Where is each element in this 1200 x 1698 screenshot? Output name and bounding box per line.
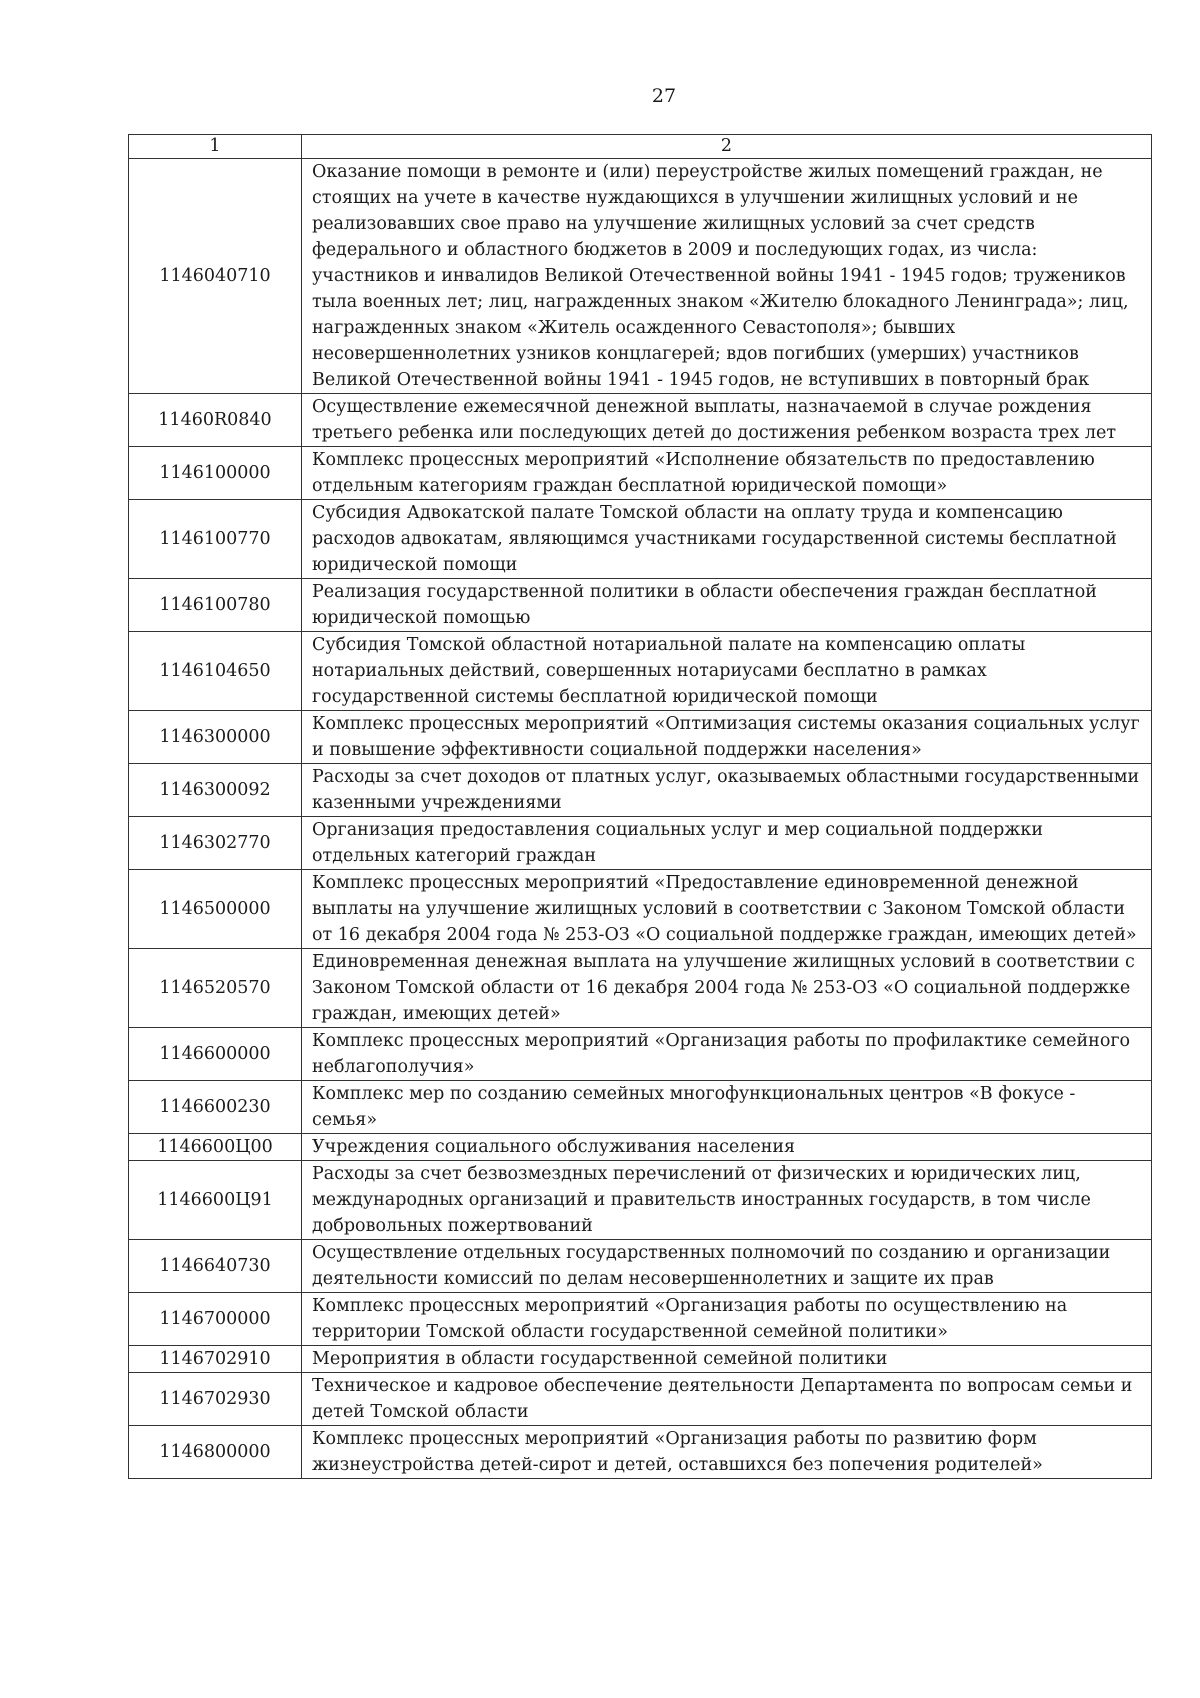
table-body: [129, 159, 1152, 1479]
table-row: [129, 1373, 1152, 1426]
row-code: 1146702910: [129, 1346, 302, 1373]
row-description: Комплекс процессных мероприятий «Предоставление единовременной денежной выплаты на улучшение жилищных условий в соответствии с Законом Томской области от 16 декабря 2004 года № 253-ОЗ «О социальной поддержке граждан, имеющих детей»: [302, 870, 1152, 949]
table-row: [129, 579, 1152, 632]
row-code: 1146600230: [129, 1081, 302, 1134]
row-description: Комплекс процессных мероприятий «Оптимизация системы оказания социальных услуг и повышение эффективности социальной поддержки населения»: [302, 711, 1152, 764]
row-code: 1146300000: [129, 711, 302, 764]
row-code: 1146600Ц91: [129, 1161, 302, 1240]
row-description: Комплекс процессных мероприятий «Исполнение обязательств по предоставлению отдельным категориям граждан бесплатной юридической помощи»: [302, 447, 1152, 500]
row-code: 1146702930: [129, 1373, 302, 1426]
row-code: 1146302770: [129, 817, 302, 870]
row-code: 1146800000: [129, 1426, 302, 1479]
table-row: [129, 870, 1152, 949]
table-row: [129, 447, 1152, 500]
row-description: Комплекс процессных мероприятий «Организация работы по осуществлению на территории Томской области государственной семейной политики»: [302, 1293, 1152, 1346]
table-row: [129, 1293, 1152, 1346]
row-code: 1146600000: [129, 1028, 302, 1081]
row-description: Организация предоставления социальных услуг и мер социальной поддержки отдельных категорий граждан: [302, 817, 1152, 870]
row-description: Осуществление отдельных государственных полномочий по созданию и организации деятельности комиссий по делам несовершеннолетних и защите их прав: [302, 1240, 1152, 1293]
row-description: Техническое и кадровое обеспечение деятельности Департамента по вопросам семьи и детей Томской области: [302, 1373, 1152, 1426]
table-row: [129, 764, 1152, 817]
column-header-1: 1: [129, 135, 302, 159]
row-code: 1146104650: [129, 632, 302, 711]
table-row: [129, 1161, 1152, 1240]
table-row: [129, 1081, 1152, 1134]
row-description: Мероприятия в области государственной семейной политики: [302, 1346, 1152, 1373]
row-code: 1146300092: [129, 764, 302, 817]
row-description: Комплекс процессных мероприятий «Организация работы по развитию форм жизнеустройства детей-сирот и детей, оставшихся без попечения родителей»: [302, 1426, 1152, 1479]
row-code: 1146520570: [129, 949, 302, 1028]
row-description: Реализация государственной политики в области обеспечения граждан бесплатной юридической помощью: [302, 579, 1152, 632]
row-description: Оказание помощи в ремонте и (или) переустройстве жилых помещений граждан, не стоящих на учете в качестве нуждающихся в улучшении жилищных условий и не реализовавших свое право на улучшение жилищных условий за счет средств федерального и областного бюджетов в 2009 и последующих годах, из числа: участников и инвалидов Великой Отечественной войны 1941 - 1945 годов; тружеников тыла военных лет; лиц, награжденных знаком «Жителю блокадного Ленинграда»; лиц, награжденных знаком «Житель осажденного Севастополя»; бывших несовершеннолетних узников концлагерей; вдов погибших (умерших) участников Великой Отечественной войны 1941 - 1945 годов, не вступивших в повторный брак: [302, 159, 1152, 394]
row-code: 1146640730: [129, 1240, 302, 1293]
row-description: Расходы за счет доходов от платных услуг, оказываемых областными государственными казенными учреждениями: [302, 764, 1152, 817]
row-code: 1146100000: [129, 447, 302, 500]
row-description: Единовременная денежная выплата на улучшение жилищных условий в соответствии с Законом Томской области от 16 декабря 2004 года № 253-ОЗ «О социальной поддержке граждан, имеющих детей»: [302, 949, 1152, 1028]
table-row: [129, 1346, 1152, 1373]
row-description: Осуществление ежемесячной денежной выплаты, назначаемой в случае рождения третьего ребенка или последующих детей до достижения ребенком возраста трех лет: [302, 394, 1152, 447]
table-row: [129, 1134, 1152, 1161]
row-code: 1146100770: [129, 500, 302, 579]
row-code: 1146500000: [129, 870, 302, 949]
row-code: 1146100780: [129, 579, 302, 632]
row-description: Субсидия Адвокатской палате Томской области на оплату труда и компенсацию расходов адвокатам, являющимся участниками государственной системы бесплатной юридической помощи: [302, 500, 1152, 579]
table-row: [129, 1426, 1152, 1479]
table-header-row: [129, 135, 1152, 159]
page-number: 27: [651, 85, 677, 107]
table-row: [129, 1028, 1152, 1081]
row-description: Комплекс мер по созданию семейных многофункциональных центров «В фокусе - семья»: [302, 1081, 1152, 1134]
row-description: Комплекс процессных мероприятий «Организация работы по профилактике семейного неблагополучия»: [302, 1028, 1152, 1081]
row-code: 1146700000: [129, 1293, 302, 1346]
budget-codes-table: [128, 134, 1152, 1479]
table-row: [129, 394, 1152, 447]
row-code: 1146600Ц00: [129, 1134, 302, 1161]
table-row: [129, 949, 1152, 1028]
table-row: [129, 1240, 1152, 1293]
table-row: [129, 159, 1152, 394]
table-row: [129, 817, 1152, 870]
column-header-2: 2: [302, 135, 1152, 159]
row-description: Учреждения социального обслуживания населения: [302, 1134, 1152, 1161]
table-row: [129, 711, 1152, 764]
row-description: Расходы за счет безвозмездных перечислений от физических и юридических лиц, международных организаций и правительств иностранных государств, в том числе добровольных пожертвований: [302, 1161, 1152, 1240]
row-description: Субсидия Томской областной нотариальной палате на компенсацию оплаты нотариальных действий, совершенных нотариусами бесплатно в рамках государственной системы бесплатной юридической помощи: [302, 632, 1152, 711]
table-row: [129, 632, 1152, 711]
row-code: 11460R0840: [129, 394, 302, 447]
row-code: 1146040710: [129, 159, 302, 394]
table-row: [129, 500, 1152, 579]
